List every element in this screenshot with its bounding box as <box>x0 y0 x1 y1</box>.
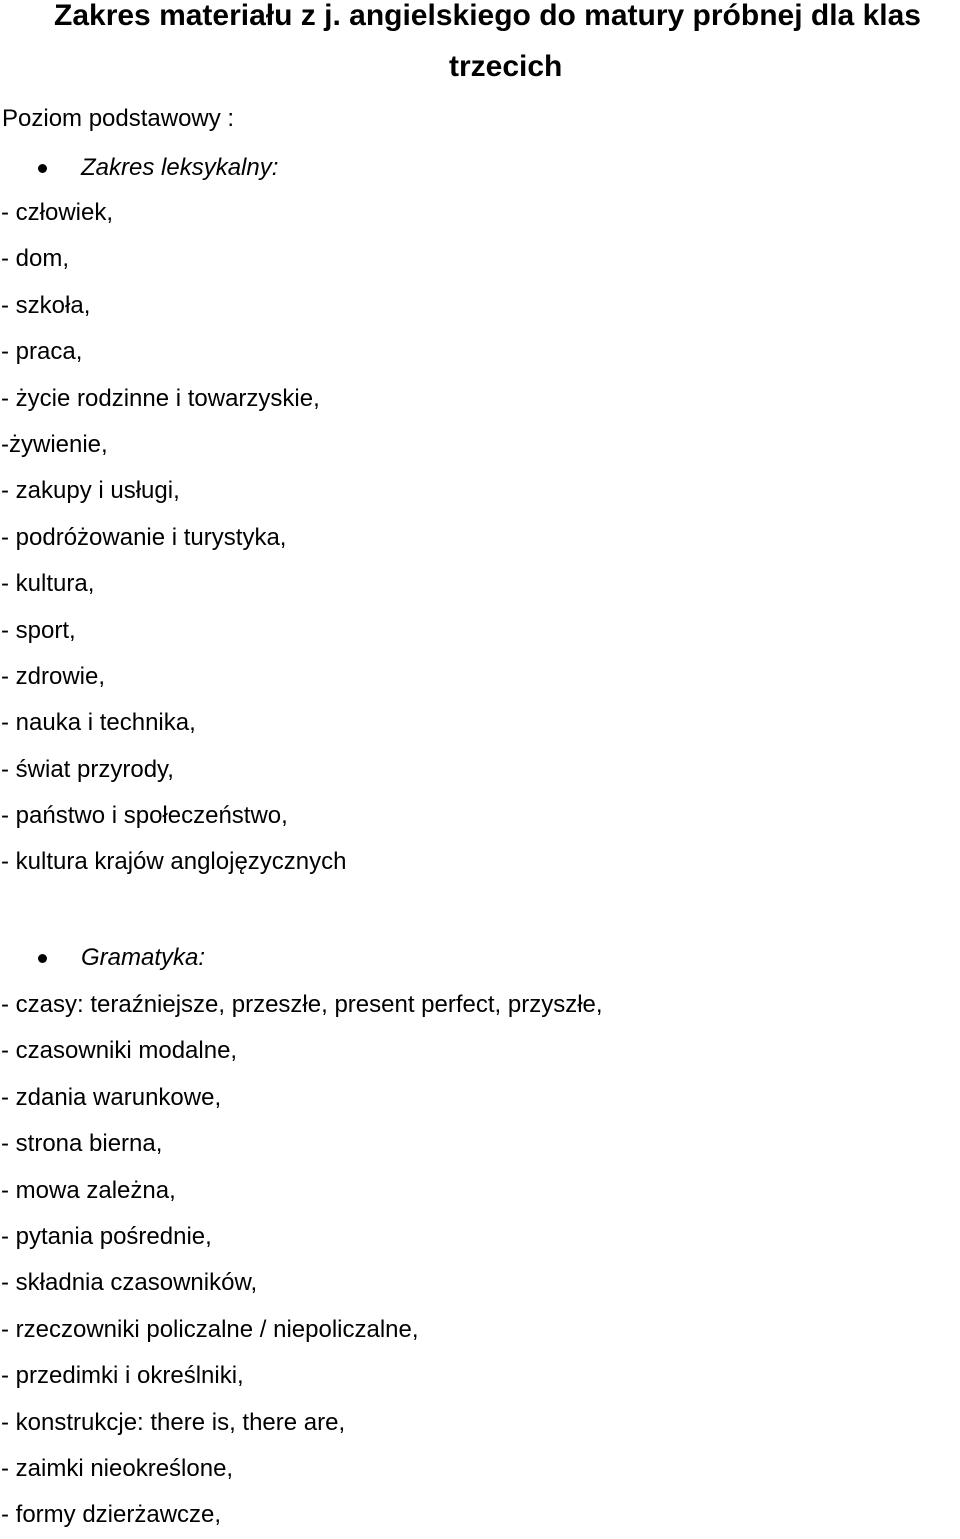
list-item: - mowa zależna, <box>1 1176 176 1204</box>
list-item: - życie rodzinne i towarzyskie, <box>1 384 320 412</box>
list-item: -żywienie, <box>1 430 108 458</box>
list-item: - szkoła, <box>1 291 91 319</box>
list-item: - pytania pośrednie, <box>1 1222 212 1250</box>
list-item: - państwo i społeczeństwo, <box>1 802 288 830</box>
list-item: - nauka i technika, <box>1 709 196 737</box>
bullet-icon <box>38 954 47 963</box>
list-item: - kultura krajów anglojęzycznych <box>1 848 347 876</box>
section-heading-grammar <box>0 942 205 974</box>
lexical-topics-list <box>1 190 346 886</box>
list-item: - świat przyrody, <box>1 755 174 783</box>
list-item: - czasowniki modalne, <box>1 1037 238 1065</box>
bullet-icon <box>38 164 47 173</box>
list-item: - zdania warunkowe, <box>1 1083 222 1111</box>
section-heading-label: Zakres leksykalny: <box>81 154 279 181</box>
list-item: - zdrowie, <box>1 662 106 690</box>
list-item: - czasy: teraźniejsze, przeszłe, present perfect, przyszłe, <box>1 991 603 1018</box>
list-item: - sport, <box>1 616 76 644</box>
list-item: - konstrukcje: there is, there are, <box>1 1408 346 1436</box>
section-heading-label: Gramatyka: <box>81 944 206 971</box>
list-item: - przedimki i określniki, <box>1 1362 244 1390</box>
list-item: - praca, <box>1 338 83 366</box>
list-item: - kultura, <box>1 570 95 598</box>
document-title: Zakres materiału z j. angielskiego do matury próbnej dla klas <box>54 0 921 32</box>
level-label: Poziom podstawowy : <box>2 105 235 132</box>
document-title-continuation: trzecich <box>449 50 563 83</box>
list-item: - podróżowanie i turystyka, <box>1 523 287 551</box>
list-item: - dom, <box>1 245 70 273</box>
list-item: - zakupy i usługi, <box>1 477 180 505</box>
grammar-topics-list <box>1 982 603 1539</box>
list-item: - składnia czasowników, <box>1 1269 258 1297</box>
section-heading-lexical <box>0 152 278 184</box>
list-item: - zaimki nieokreślone, <box>1 1454 234 1482</box>
list-item: - rzeczowniki policzalne / niepoliczalne, <box>1 1315 419 1343</box>
list-item: - formy dzierżawcze, <box>1 1501 222 1529</box>
list-item: - strona bierna, <box>1 1130 163 1158</box>
list-item: - człowiek, <box>1 199 114 226</box>
